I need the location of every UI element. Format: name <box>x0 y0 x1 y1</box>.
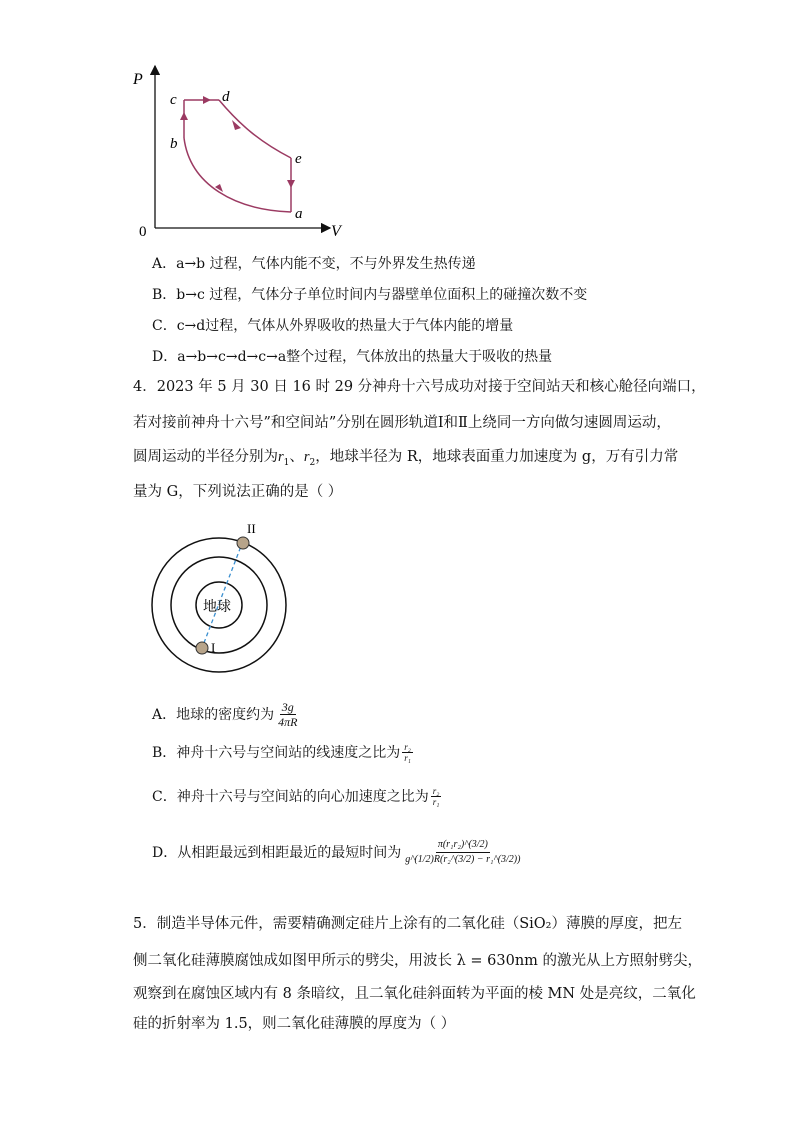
q4-option-b-text: B．神舟十六号与空间站的线速度之比为 <box>152 744 401 761</box>
point-c-label: c <box>170 92 177 108</box>
process-d-e <box>219 100 291 158</box>
orbit-diagram <box>145 515 295 675</box>
q4-option-d <box>152 838 524 867</box>
q5-line-2: 侧二氧化硅薄膜腐蚀成如图甲所示的劈尖，用波长 λ = 630nm 的激光从上方照射劈尖， <box>133 953 703 969</box>
q4-option-b-denominator: r₁ <box>404 753 411 763</box>
arrow-b-c <box>180 112 188 120</box>
v-axis-label: V <box>331 223 341 240</box>
q4-option-d-numerator: π(r₁r₂)^(3/2) <box>436 838 490 853</box>
q4-line-3-b: ，地球半径为 R，地球表面重力加速度为 g，万有引力常 <box>315 449 679 465</box>
q3-option-a: A．a→b 过程，气体内能不变，不与外界发生热传递 <box>152 256 476 272</box>
q4-option-d-denominator: g^(1/2)R(r₂^(3/2) − r₁^(3/2)) <box>405 854 521 865</box>
q4-line-4: 量为 G，下列说法正确的是（ ） <box>133 484 343 500</box>
pv-diagram <box>125 60 355 245</box>
point-e-label: e <box>295 151 302 167</box>
r2-symbol: r <box>303 449 310 465</box>
r1-symbol: r <box>278 449 284 465</box>
origin-label: 0 <box>139 224 147 240</box>
space-station-icon <box>237 537 249 549</box>
q4-option-a <box>152 700 301 729</box>
point-b-label: b <box>170 136 178 152</box>
earth-label: 地球 <box>203 600 231 615</box>
q4-option-a-numerator: 3g <box>281 700 294 714</box>
q5-line-4: 硅的折射率为 1.5，则二氧化硅薄膜的厚度为（ ） <box>133 1016 456 1032</box>
q4-option-d-text: D．从相距最远到相距最近的最短时间为 <box>152 844 402 861</box>
q5-line-1: 5．制造半导体元件，需要精确测定硅片上涂有的二氧化硅（SiO₂）薄膜的厚度，把左 <box>133 916 682 932</box>
q4-option-c-denominator: r₁ <box>432 797 440 807</box>
q4-line-3-a: 圆周运动的半径分别为 <box>133 449 278 465</box>
q4-option-a-text: A．地球的密度约为 <box>152 706 275 723</box>
q4-line-2: 若对接前神舟十六号”和空间站”分别在圆形轨道Ⅰ和Ⅱ上绕同一方向做匀速圆周运动， <box>133 415 671 431</box>
q4-option-b <box>152 742 415 763</box>
q4-option-c-numerator: r₂ <box>432 786 440 796</box>
point-a-label: a <box>295 206 303 222</box>
q4-option-c <box>152 786 443 807</box>
q3-option-b: B．b→c 过程，气体分子单位时间内与器壁单位面积上的碰撞次数不变 <box>152 287 588 303</box>
arrow-e-a <box>287 180 295 188</box>
shenzhou-icon <box>196 642 208 654</box>
p-axis-label: P <box>133 71 143 88</box>
arrow-c-d <box>203 96 211 104</box>
q4-option-b-numerator: r₂ <box>404 742 411 752</box>
r2-subscript: 2 <box>309 457 316 468</box>
orbit-i-label: I <box>211 640 216 655</box>
orbit-ii-label: II <box>247 521 256 536</box>
q5-line-3: 观察到在腐蚀区域内有 8 条暗纹，且二氧化硅斜面转为平面的棱 MN 处是亮纹，二氧化 <box>133 986 696 1002</box>
q3-option-c: C．c→d过程，气体从外界吸收的热量大于气体内能的增量 <box>152 318 514 334</box>
q4-option-a-denominator: 4πR <box>278 715 298 729</box>
q3-option-d: D．a→b→c→d→c→a整个过程，气体放出的热量大于吸收的热量 <box>152 349 553 365</box>
q4-option-c-text: C．神舟十六号与空间站的向心加速度之比为 <box>152 788 429 805</box>
q4-line-3 <box>133 447 678 473</box>
q4-line-1: 4．2023 年 5 月 30 日 16 时 29 分神舟十六号成功对接于空间站天和核心舱径向端口， <box>133 379 706 395</box>
r-separator: 、 <box>289 449 304 465</box>
r1-subscript: 1 <box>283 457 290 468</box>
point-d-label: d <box>222 89 230 105</box>
